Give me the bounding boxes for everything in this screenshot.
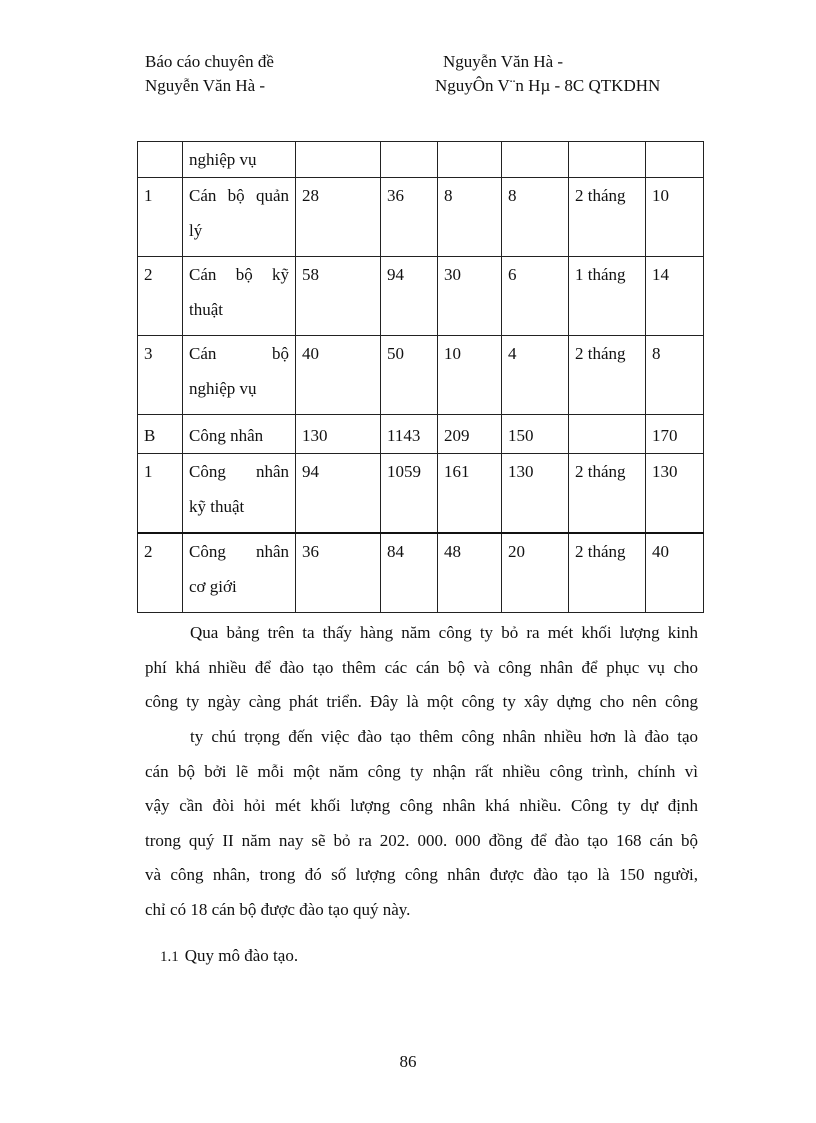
stt-cell: B	[138, 415, 183, 454]
value-cell: 209	[438, 415, 502, 454]
name-cell: Công nhân kỹ thuật	[183, 454, 296, 534]
value-cell: 130	[502, 454, 569, 534]
name-cell: Cán bộ quản lý	[183, 178, 296, 257]
paragraph-line: phí khá nhiều để đào tạo thêm các cán bộ và công nhân để phục vụ cho	[145, 657, 698, 677]
value-cell: 130	[646, 454, 704, 534]
value-cell: 28	[296, 178, 381, 257]
value-cell: 8	[646, 336, 704, 415]
stt-cell: 1	[138, 454, 183, 534]
value-cell: 40	[296, 336, 381, 415]
value-cell: 40	[646, 533, 704, 613]
duration-cell: 2 tháng	[569, 454, 646, 534]
header-left-line2: Nguyễn Văn Hà -	[145, 76, 266, 95]
value-cell: 1143	[381, 415, 438, 454]
value-cell: 4	[502, 336, 569, 415]
duration-cell: 2 tháng	[569, 178, 646, 257]
value-cell: 94	[381, 257, 438, 336]
value-cell: 1059	[381, 454, 438, 534]
training-table	[137, 141, 704, 613]
paragraph-1	[145, 616, 698, 720]
name-cell: Cán bộ nghiệp vụ	[183, 336, 296, 415]
paragraph-line: trong quý II năm nay sẽ bỏ ra 202. 000. 000 đồng để đào tạo 168 cán bộ	[145, 830, 698, 850]
paragraph-2	[145, 720, 698, 927]
name-cell: Công nhân	[183, 415, 296, 454]
duration-cell: 1 tháng	[569, 257, 646, 336]
value-cell: 94	[296, 454, 381, 534]
stt-cell: 3	[138, 336, 183, 415]
duration-cell: 2 tháng	[569, 533, 646, 613]
value-cell: 130	[296, 415, 381, 454]
value-cell	[296, 142, 381, 178]
paragraph-line: công ty ngày càng phát triển. Đây là một công ty xây dựng cho nên công	[145, 692, 698, 711]
name-cell: nghiệp vụ	[183, 142, 296, 178]
value-cell: 30	[438, 257, 502, 336]
value-cell: 14	[646, 257, 704, 336]
stt-cell: 2	[138, 257, 183, 336]
paragraph-line: Qua bảng trên ta thấy hàng năm công ty bỏ ra mét khối lượng kinh	[190, 623, 698, 642]
value-cell: 6	[502, 257, 569, 336]
table-row	[138, 533, 704, 613]
section-title: Quy mô đào tạo.	[184, 946, 299, 965]
paragraph-line: vậy cần đòi hỏi mét khối lượng công nhân khá nhiều. Công ty dự định	[145, 796, 698, 815]
value-cell	[502, 142, 569, 178]
value-cell: 161	[438, 454, 502, 534]
paragraph-line: ty chú trọng đến việc đào tạo thêm công nhân nhiều hơn là đào tạo	[190, 727, 698, 746]
value-cell	[381, 142, 438, 178]
paragraph-line: và công nhân, trong đó số lượng công nhân được đào tạo là 150 người,	[145, 865, 698, 884]
value-cell	[646, 142, 704, 178]
header-right-line2: NguyÔn V¨n Hµ - 8C QTKDHN	[435, 76, 661, 95]
page-number: 86	[399, 1052, 417, 1071]
value-cell: 84	[381, 533, 438, 613]
value-cell: 50	[381, 336, 438, 415]
section-number: 1.1	[160, 949, 179, 965]
stt-cell: 2	[138, 533, 183, 613]
stt-cell	[138, 142, 183, 178]
value-cell: 58	[296, 257, 381, 336]
value-cell: 150	[502, 415, 569, 454]
value-cell: 48	[438, 533, 502, 613]
duration-cell	[569, 415, 646, 454]
table-row	[138, 142, 704, 178]
name-cell: Công nhân cơ giới	[183, 533, 296, 613]
table-row	[138, 257, 704, 336]
name-cell: Cán bộ kỹ thuật	[183, 257, 296, 336]
table-row	[138, 454, 704, 534]
header-left-line1: Báo cáo chuyên đề	[145, 52, 274, 71]
paragraph-line: cán bộ bởi lẽ mỗi một năm công ty nhận rất nhiều công trình, chính vì	[145, 761, 698, 781]
header-right-line1: Nguyễn Văn Hà -	[443, 52, 564, 71]
value-cell: 8	[438, 178, 502, 257]
value-cell: 8	[502, 178, 569, 257]
table-row	[138, 336, 704, 415]
table-row	[138, 178, 704, 257]
table-row	[138, 415, 704, 454]
stt-cell: 1	[138, 178, 183, 257]
value-cell: 10	[438, 336, 502, 415]
value-cell	[438, 142, 502, 178]
value-cell: 20	[502, 533, 569, 613]
value-cell: 36	[296, 533, 381, 613]
section-heading	[160, 946, 298, 966]
duration-cell: 2 tháng	[569, 336, 646, 415]
value-cell: 36	[381, 178, 438, 257]
value-cell: 170	[646, 415, 704, 454]
duration-cell	[569, 142, 646, 178]
paragraph-line: chỉ có 18 cán bộ được đào tạo quý này.	[145, 899, 411, 919]
value-cell: 10	[646, 178, 704, 257]
